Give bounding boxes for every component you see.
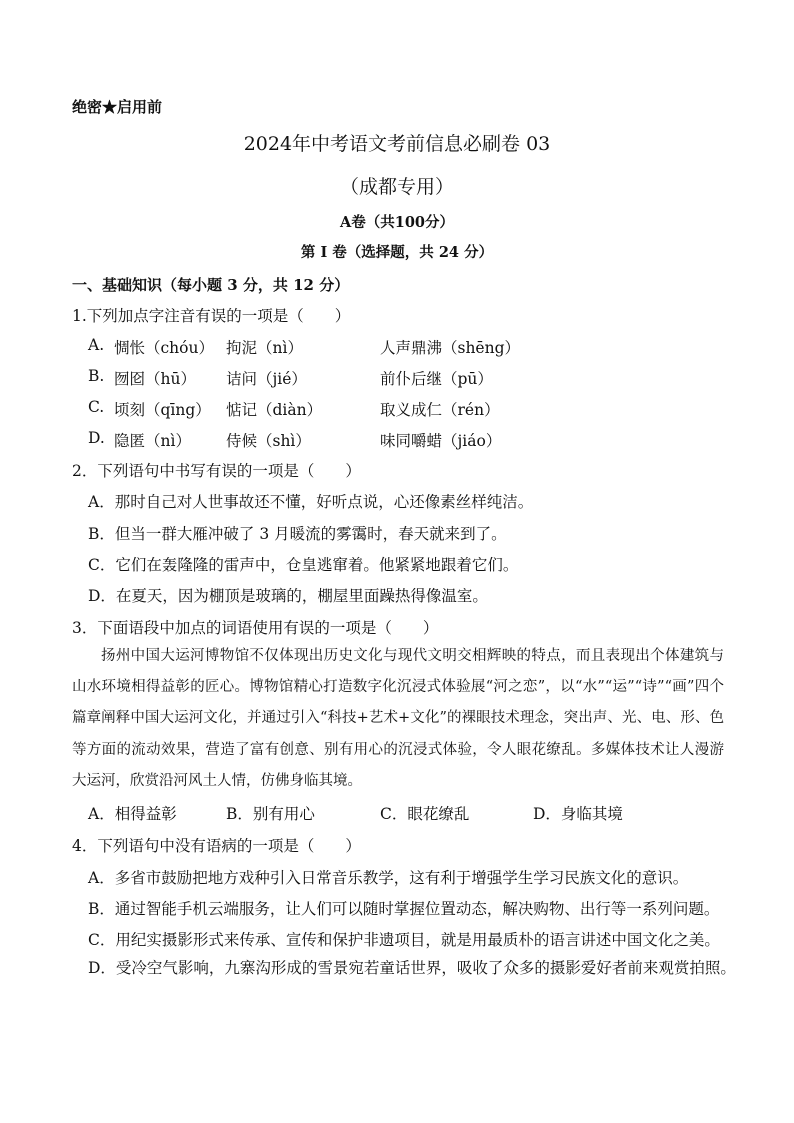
q1-word: 顷刻（qīng） [114,401,211,419]
section1-heading: 一、基础知识（每小题 3 分，共 12 分） [72,276,350,294]
q1-word: 隐匿（nì） [114,432,191,450]
confidential-label: 绝密★启用前 [72,98,163,116]
q1-stem: 1.下列加点字注音有误的一项是（ ） [72,307,351,325]
exam-title: 2024年中考语文考前信息必刷卷 03 [243,133,551,155]
q1-word: 囫囵（hū） [114,370,196,388]
q1-option-letter: C. [88,398,105,416]
exam-subtitle: （成都专用） [339,176,454,198]
q4-option-c: C．用纪实摄影形式来传承、宣传和保护非遗项目，就是用最质朴的语言讲述中国文化之美。 [88,931,720,949]
q1-word: 侍候（shì） [226,432,311,450]
q4-option-a: A．多省市鼓励把地方戏种引入日常音乐教学，这有利于增强学生学习民族文化的意识。 [88,869,689,887]
q4-option-b: B．通过智能手机云端服务，让人们可以随时掌握位置动态，解决购物、出行等一系列问题。 [88,900,720,918]
part1-heading: 第 I 卷（选择题，共 24 分） [300,244,494,261]
paper-a-heading: A卷（共100分） [339,214,455,231]
q2-stem: 2．下列语句中书写有误的一项是（ ） [72,462,361,480]
q2-option-c: C．它们在轰隆隆的雷声中，仓皇逃窜着。他紧紧地跟着它们。 [88,556,519,574]
q3-passage-text: 扬州中国大运河博物馆不仅体现出历史文化与现代文明交相辉映的特点，而且表现出个体建筑与山水环境相得益彰的匠心。博物馆精心打造数字化沉浸式体验展“河之恋”，以“水”“运”“诗”“画”四个篇章阐释中国大运河文化，并通过引入“科技+艺术+文化”的裸眼技术理念，突出声、光、电、形、色等方面的流动效果，营造了富有创意、别有用心的沉浸式体验，令人眼花缭乱。多媒体技术让人漫游大运河，欣赏沿河风土人情，仿佛身临其境。 [72,648,724,789]
q1-word: 诘问（jié） [226,370,307,388]
q3-option-c: C．眼花缭乱 [380,805,470,823]
q4-option-d [88,953,738,984]
q1-word: 味同嚼蜡（jiáo） [380,432,502,450]
q2-option-a: A．那时自己对人世事故还不懂，好听点说，心还像素丝样纯洁。 [88,493,534,511]
q1-word: 惆怅（chóu） [114,339,214,357]
q2-option-b: B．但当一群大雁冲破了 3 月暖流的雾霭时，春天就来到了。 [88,525,507,543]
q1-word: 惦记（diàn） [226,401,323,419]
q1-word: 取义成仁（rén） [380,401,500,419]
q1-option-letter: D. [88,429,105,447]
q1-word: 前仆后继（pū） [380,370,493,388]
q1-word: 人声鼎沸（shēng） [380,339,521,357]
q4-stem: 4．下列语句中没有语病的一项是（ ） [72,837,361,855]
q1-option-letter: A. [88,336,105,354]
q3-passage [72,641,724,797]
q1-word: 拘泥（nì） [226,339,303,357]
q1-option-letter: B. [88,367,105,385]
q3-option-d: D．身临其境 [533,805,623,823]
q4-option-d-text: D．受冷空气影响，九寨沟形成的雪景宛若童话世界，吸收了众多的摄影爱好者前来观赏拍照。 [88,959,736,977]
q3-stem: 3．下面语段中加点的词语使用有误的一项是（ ） [72,619,439,637]
q3-option-b: B．别有用心 [226,805,315,823]
q2-option-d: D．在夏天，因为棚顶是玻璃的，棚屋里面躁热得像温室。 [88,587,488,605]
q3-option-a: A．相得益彰 [88,805,177,823]
